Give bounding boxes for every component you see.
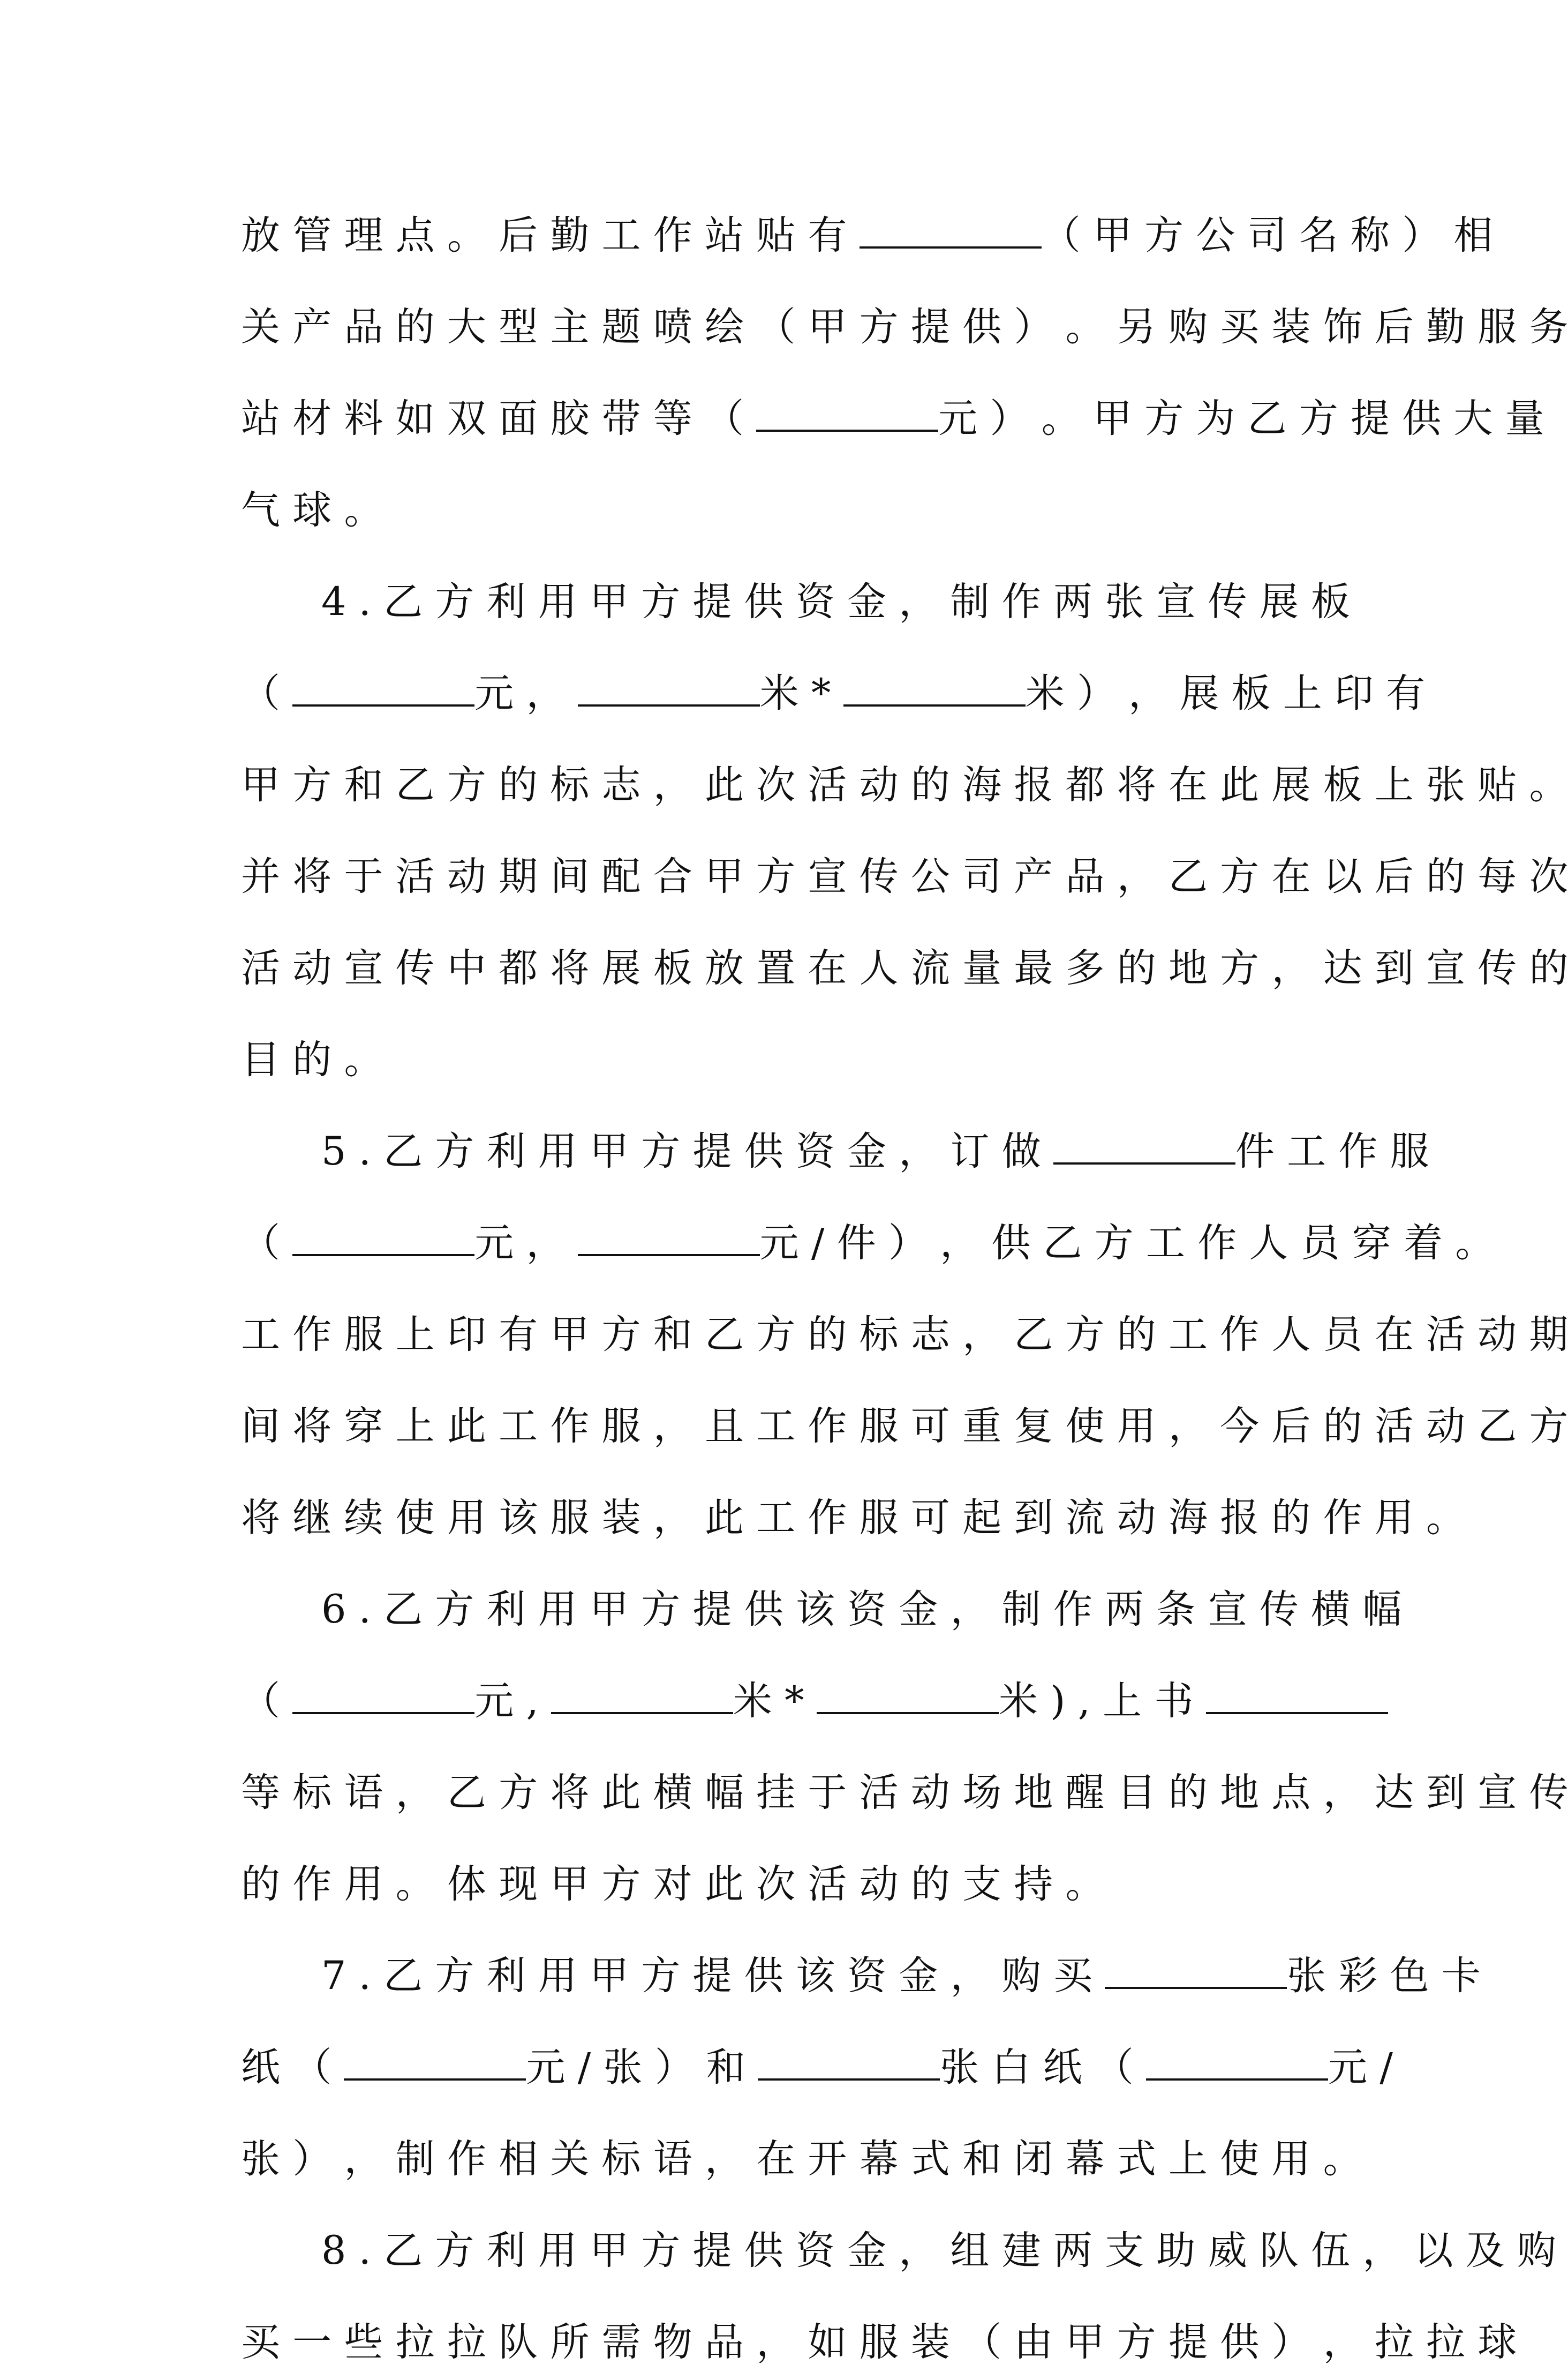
fill-in-blank <box>1105 1955 1287 1989</box>
text-line: 气 球 。 <box>241 487 383 533</box>
text-line: 买 一 些 拉 拉 队 所 需 物 品 ， 如 服 装 （ 由 甲 方 提 供 ） ， 拉 拉 球 <box>241 2319 1517 2365</box>
text-line: 5 . 乙 方 利 用 甲 方 提 供 资 金 ， 订 做 件 工 作 服 <box>321 1129 1429 1174</box>
text-line: 张 ） ， 制 作 相 关 标 语 ， 在 开 幕 式 和 闭 幕 式 上 使 用 。 <box>241 2136 1362 2182</box>
text-line: 放 管 理 点 。 后 勤 工 作 站 贴 有 （ 甲 方 公 司 名 称 ） 相 <box>241 213 1493 258</box>
text-line: 并 将 于 活 动 期 间 配 合 甲 方 宣 传 公 司 产 品 ， 乙 方 在 以 后 的 每 次 <box>241 854 1568 899</box>
text-line: 7 . 乙 方 利 用 甲 方 提 供 该 资 金 ， 购 买 张 彩 色 卡 <box>321 1953 1481 1999</box>
text-line: 纸 （ 元 / 张 ） 和 张 白 纸 （ 元 / <box>241 2045 1393 2090</box>
text-line: 的 作 用 。 体 现 甲 方 对 此 次 活 动 的 支 持 。 <box>241 1861 1105 1907</box>
text-line: 8 . 乙 方 利 用 甲 方 提 供 资 金 ， 组 建 两 支 助 威 队 伍 ， 以 及 购 <box>321 2228 1556 2273</box>
text-line: （ 元 ， 元 / 件 ） ， 供 乙 方 工 作 人 员 穿 着 。 <box>241 1220 1495 1266</box>
text-line: 站 材 料 如 双 面 胶 带 等 （ 元 ） 。 甲 方 为 乙 方 提 供 大 量 <box>241 396 1544 441</box>
text-line: 间 将 穿 上 此 工 作 服 ， 且 工 作 服 可 重 复 使 用 ， 今 后 的 活 动 乙 方 <box>241 1403 1568 1449</box>
fill-in-blank <box>344 2046 526 2081</box>
text-line: （ 元 , 米 * 米 ) , 上 书 <box>241 1664 1315 1739</box>
fill-in-blank <box>578 1222 760 1256</box>
fill-in-blank <box>756 397 938 432</box>
fill-in-blank <box>860 214 1042 249</box>
fill-in-blank <box>292 672 474 707</box>
text-line: 等 标 语 ， 乙 方 将 此 横 幅 挂 于 活 动 场 地 醒 目 的 地 点 ， 达 到 宣 传 <box>241 1770 1568 1815</box>
text-line: 关 产 品 的 大 型 主 题 喷 绘 （ 甲 方 提 供 ） 。 另 购 买 装 饰 后 勤 服 务 <box>241 304 1568 350</box>
fill-in-blank <box>292 1222 474 1256</box>
text-line: 甲 方 和 乙 方 的 标 志 ， 此 次 活 动 的 海 报 都 将 在 此 展 板 上 张 贴 。 <box>241 762 1568 808</box>
fill-in-blank <box>1146 2046 1328 2081</box>
fill-in-blank <box>1053 1130 1235 1165</box>
fill-in-blank <box>292 1680 474 1714</box>
fill-in-blank <box>578 672 760 707</box>
text-line: 6 . 乙 方 利 用 甲 方 提 供 该 资 金 ， 制 作 两 条 宣 传 横 幅 <box>321 1587 1402 1632</box>
fill-in-blank <box>1206 1680 1388 1714</box>
fill-in-blank <box>758 2046 940 2081</box>
fill-in-blank <box>817 1680 999 1714</box>
text-line: 将 继 续 使 用 该 服 装 ， 此 工 作 服 可 起 到 流 动 海 报 的 作 用 。 <box>241 1495 1466 1541</box>
text-line: （ 元 ， 米 * 米 ） ， 展 板 上 印 有 <box>241 671 1426 716</box>
fill-in-blank <box>843 672 1026 707</box>
fill-in-blank <box>551 1680 733 1714</box>
text-line: 目 的 。 <box>241 1037 383 1083</box>
text-line: 活 动 宣 传 中 都 将 展 板 放 置 在 人 流 量 最 多 的 地 方 ， 达 到 宣 传 的 <box>241 945 1568 991</box>
text-line: 4 . 乙 方 利 用 甲 方 提 供 资 金 ， 制 作 两 张 宣 传 展 板 <box>321 579 1351 625</box>
text-line: 工 作 服 上 印 有 甲 方 和 乙 方 的 标 志 ， 乙 方 的 工 作 人 员 在 活 动 期 <box>241 1312 1568 1357</box>
